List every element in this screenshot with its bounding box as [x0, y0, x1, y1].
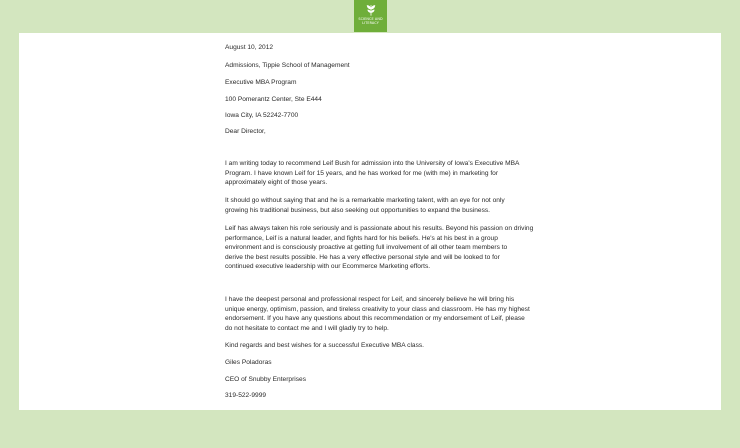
- paragraph-line: It should go without saying that and he is a remarkable marketing talent, with an eye for not only: [225, 197, 505, 204]
- paragraph-line: continued executive leadership with our Ecommerce Marketing efforts.: [225, 263, 431, 271]
- paragraph-line: do not hesitate to contact me and I will gladly try to help.: [225, 324, 389, 332]
- paragraph-line: growing his traditional business, but also seeking out opportunities to expand the business.: [225, 206, 491, 214]
- paragraph-line: performance, Leif is a natural leader, and fights hard for his beliefs. He's at his best in a group: [225, 234, 498, 242]
- paragraph-line: unique energy, optimism, passion, and tireless creativity to your class and classroom. He has my highest: [225, 305, 530, 313]
- paragraph-line: Leif has always taken his role seriously and is passionate about his results. Beyond his passion on driving: [225, 225, 534, 232]
- recipient-line-3: 100 Pomerantz Center, Ste E444: [225, 96, 322, 103]
- science-literacy-badge: [354, 0, 387, 32]
- leaf-icon: [364, 3, 378, 17]
- paragraph-1: [225, 159, 545, 188]
- paragraph-2: [225, 196, 545, 215]
- salutation: Dear Director,: [225, 128, 266, 135]
- letter-date: August 10, 2012: [225, 44, 274, 51]
- recipient-line-4: Iowa City, IA 52242-7700: [225, 112, 299, 119]
- recipient-line-1: Admissions, Tippie School of Management: [225, 62, 350, 69]
- paragraph-line: endorsement. If you have any questions about this recommendation or my endorsement of Leif, please: [225, 315, 525, 323]
- paragraph-3: [225, 224, 545, 272]
- paragraph-line: derive the best results possible. He has a very effective personal style and will be looked to for: [225, 253, 500, 261]
- paragraph-line: approximately eight of those years.: [225, 179, 328, 187]
- paragraph-4: [225, 295, 545, 333]
- badge-label: SCIENCE AND LITERACY: [358, 17, 383, 25]
- recipient-line-2: Executive MBA Program: [225, 79, 297, 86]
- closing-line: Kind regards and best wishes for a successful Executive MBA class.: [225, 342, 425, 349]
- paragraph-line: I have the deepest personal and professional respect for Leif, and sincerely believe he will bring his: [225, 296, 515, 303]
- paragraph-line: Program. I have known Leif for 15 years, and he has worked for me (with me) in marketing for: [225, 169, 499, 177]
- signer-title: CEO of Snubby Enterprises: [225, 376, 306, 383]
- signer-name: Giles Poladoras: [225, 359, 272, 366]
- letter-page: [19, 33, 721, 410]
- paragraph-line: I am writing today to recommend Leif Bush for admission into the University of Iowa's Executive MBA: [225, 160, 520, 167]
- signer-phone: 319-522-9999: [225, 392, 267, 399]
- paragraph-line: environment and is consciously proactive at getting full involvement of all other team members to: [225, 244, 508, 252]
